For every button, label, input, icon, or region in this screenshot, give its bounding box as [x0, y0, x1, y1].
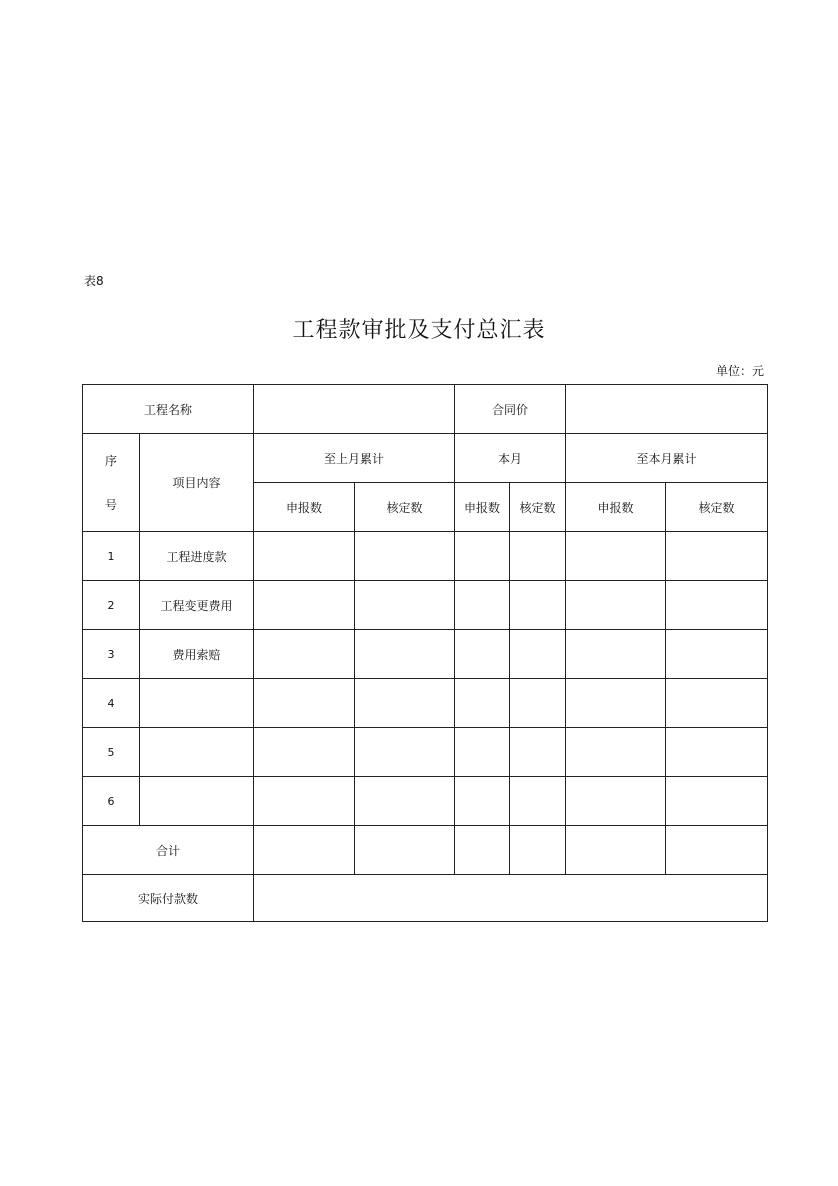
project-name-value[interactable] — [254, 385, 455, 434]
data-cell[interactable] — [455, 679, 510, 728]
data-cell[interactable] — [254, 532, 355, 581]
data-cell[interactable] — [455, 728, 510, 777]
data-cell[interactable] — [254, 728, 355, 777]
row-seq: 1 — [83, 532, 140, 581]
table-row — [83, 532, 768, 581]
unit-label: 单位：元 — [715, 364, 764, 378]
data-cell[interactable] — [566, 581, 666, 630]
project-info-row — [83, 385, 768, 434]
data-cell[interactable] — [566, 777, 666, 826]
group-header-prev-cumulative: 至上月累计 — [254, 434, 455, 483]
data-cell[interactable] — [510, 777, 566, 826]
data-cell[interactable] — [666, 728, 768, 777]
data-cell[interactable] — [566, 826, 666, 875]
row-seq: 6 — [83, 777, 140, 826]
data-cell[interactable] — [355, 581, 455, 630]
data-cell[interactable] — [566, 679, 666, 728]
page-title: 工程款审批及支付总汇表 — [292, 318, 546, 343]
actual-payment-value[interactable] — [254, 875, 768, 922]
data-cell[interactable] — [666, 679, 768, 728]
sub-header-approved: 核定数 — [666, 483, 768, 532]
table-row — [83, 581, 768, 630]
data-cell[interactable] — [355, 679, 455, 728]
data-cell[interactable] — [510, 679, 566, 728]
data-cell[interactable] — [455, 630, 510, 679]
data-cell[interactable] — [566, 532, 666, 581]
data-cell[interactable] — [254, 679, 355, 728]
seq-header-line1: 序 — [104, 453, 117, 468]
data-cell[interactable] — [666, 630, 768, 679]
data-cell[interactable] — [510, 581, 566, 630]
row-item: 工程变更费用 — [140, 581, 254, 630]
group-header-this-month: 本月 — [455, 434, 566, 483]
sub-header-declared: 申报数 — [566, 483, 666, 532]
contract-price-label: 合同价 — [455, 385, 566, 434]
table-row — [83, 630, 768, 679]
data-cell[interactable] — [355, 630, 455, 679]
data-cell[interactable] — [510, 728, 566, 777]
data-cell[interactable] — [254, 777, 355, 826]
total-row — [83, 826, 768, 875]
data-cell[interactable] — [455, 777, 510, 826]
row-item: 工程进度款 — [140, 532, 254, 581]
sub-header-declared: 申报数 — [254, 483, 355, 532]
contract-price-value[interactable] — [566, 385, 768, 434]
row-item[interactable] — [140, 777, 254, 826]
seq-header-line2: 号 — [104, 497, 117, 512]
actual-payment-row — [83, 875, 768, 922]
payment-summary-table — [82, 384, 768, 922]
table-row — [83, 679, 768, 728]
sub-header-approved: 核定数 — [510, 483, 566, 532]
actual-payment-label: 实际付款数 — [83, 875, 254, 922]
seq-header — [83, 434, 140, 532]
data-cell[interactable] — [566, 728, 666, 777]
data-cell[interactable] — [510, 532, 566, 581]
group-header-row — [83, 434, 768, 483]
table-row — [83, 777, 768, 826]
data-cell[interactable] — [666, 581, 768, 630]
group-header-cumulative: 至本月累计 — [566, 434, 768, 483]
data-cell[interactable] — [254, 630, 355, 679]
item-header: 项目内容 — [140, 434, 254, 532]
sub-header-approved: 核定数 — [355, 483, 455, 532]
row-item[interactable] — [140, 679, 254, 728]
table-code: 表8 — [84, 274, 104, 288]
data-cell[interactable] — [355, 728, 455, 777]
total-label: 合计 — [83, 826, 254, 875]
data-cell[interactable] — [355, 826, 455, 875]
sub-header-declared: 申报数 — [455, 483, 510, 532]
row-seq: 3 — [83, 630, 140, 679]
data-cell[interactable] — [355, 532, 455, 581]
data-cell[interactable] — [510, 630, 566, 679]
data-cell[interactable] — [666, 777, 768, 826]
row-item: 费用索赔 — [140, 630, 254, 679]
table-row — [83, 728, 768, 777]
data-cell[interactable] — [455, 581, 510, 630]
data-cell[interactable] — [455, 826, 510, 875]
data-cell[interactable] — [254, 581, 355, 630]
row-seq: 2 — [83, 581, 140, 630]
data-cell[interactable] — [566, 630, 666, 679]
data-cell[interactable] — [666, 532, 768, 581]
data-cell[interactable] — [455, 532, 510, 581]
data-cell[interactable] — [254, 826, 355, 875]
project-name-label: 工程名称 — [83, 385, 254, 434]
data-cell[interactable] — [510, 826, 566, 875]
data-cell[interactable] — [355, 777, 455, 826]
data-cell[interactable] — [666, 826, 768, 875]
row-seq: 5 — [83, 728, 140, 777]
row-item[interactable] — [140, 728, 254, 777]
row-seq: 4 — [83, 679, 140, 728]
